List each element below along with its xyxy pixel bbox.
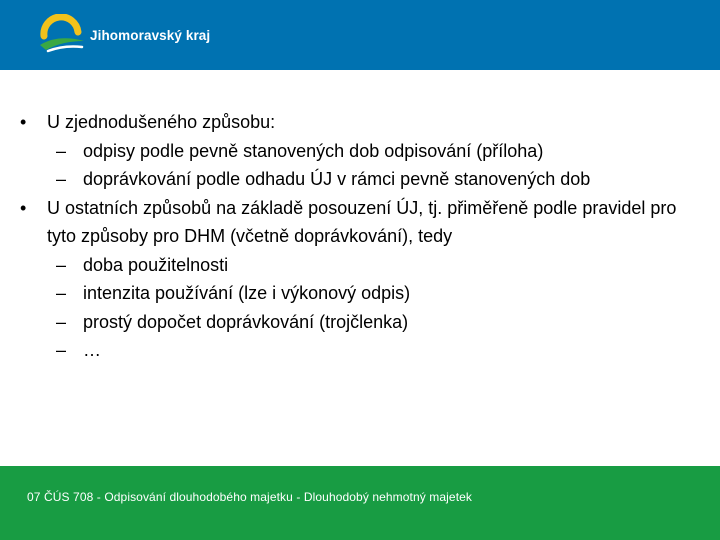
list-item: [20, 194, 700, 251]
list-item-text: U ostatních způsobů na základě posouzení ÚJ, tj. přiměřeně podle pravidel pro tyto způsoby pro DHM (včetně doprávkování), tedy: [47, 197, 677, 246]
list-item-text: …: [83, 340, 101, 360]
dash-marker: –: [56, 169, 67, 189]
footer-title: 07 ČÚS 708 - Odpisování dlouhodobého majetku - Dlouhodobý nehmotný majetek: [27, 490, 473, 504]
dash-marker: –: [56, 254, 67, 275]
list-item-text: prostý dopočet doprávkování (trojčlenka): [83, 311, 409, 332]
list-item: [20, 165, 700, 194]
list-item: [20, 251, 700, 280]
list-item-text: doprávkování podle odhadu ÚJ v rámci pevně stanovených dob: [83, 169, 591, 189]
dash-marker: –: [56, 340, 67, 360]
list-item: [20, 308, 700, 337]
footer-bar: [0, 466, 720, 540]
list-item-text: doba použitelnosti: [83, 254, 229, 275]
list-item: [20, 279, 700, 308]
list-item-text: intenzita používání (lze i výkonový odpis): [83, 283, 411, 303]
dash-marker: –: [56, 311, 67, 332]
list-item-text: odpisy podle pevně stanovených dob odpisování (příloha): [83, 140, 544, 161]
brand-name: Jihomoravský kraj: [90, 28, 211, 43]
slide-content: [20, 108, 700, 365]
list-item: [20, 108, 700, 137]
list-item: [20, 336, 700, 365]
list-item: [20, 137, 700, 166]
bullet-marker: •: [20, 112, 27, 132]
dash-marker: –: [56, 283, 67, 303]
list-item-text: U zjednodušeného způsobu:: [47, 112, 276, 132]
bullet-marker: •: [20, 197, 27, 218]
dash-marker: –: [56, 140, 67, 161]
jihomoravsky-kraj-logo-icon: [38, 14, 86, 54]
header-bar: [0, 0, 720, 70]
